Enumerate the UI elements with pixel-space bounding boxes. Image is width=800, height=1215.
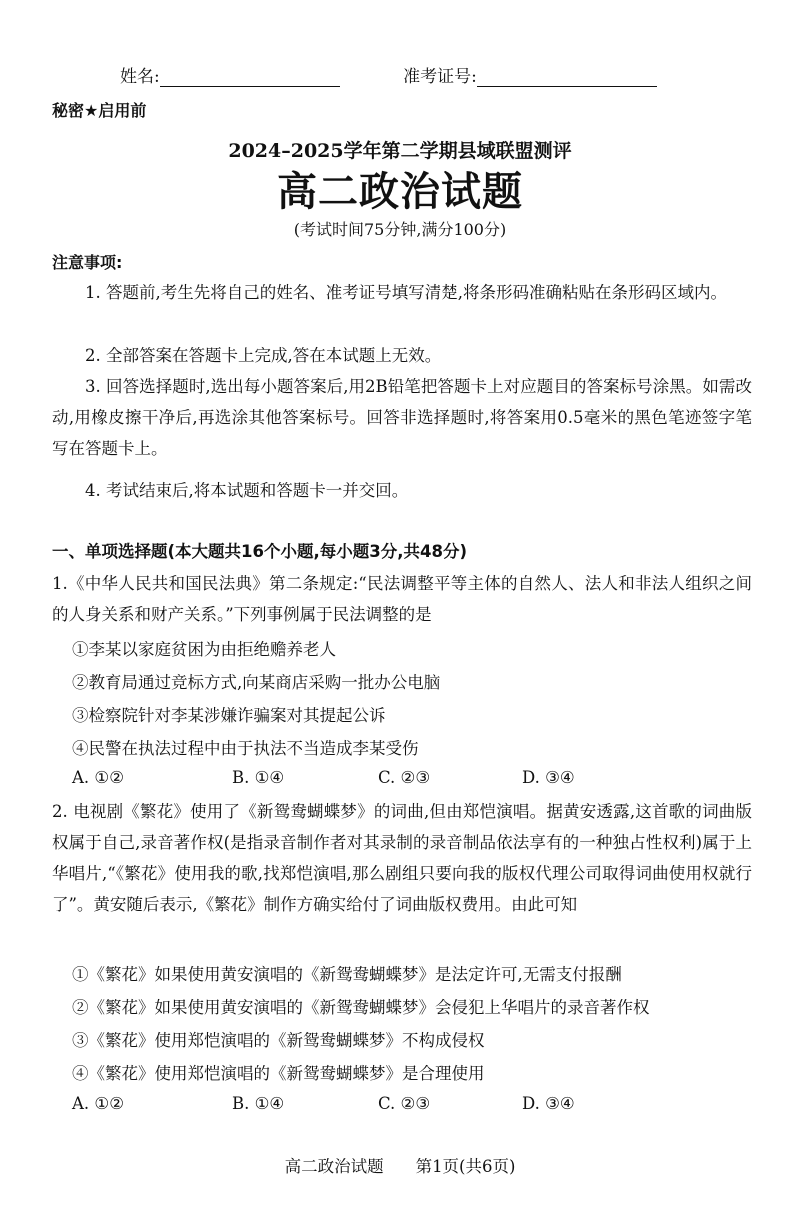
- ticket-label: 准考证号:: [403, 67, 477, 87]
- ticket-blank-line: [477, 70, 657, 87]
- notes-heading: 注意事项:: [52, 253, 123, 272]
- choice-b: B. ①④: [232, 768, 285, 787]
- exam-info: (考试时间75分钟,满分100分): [293, 220, 507, 239]
- note-item: 1. 答题前,考生先将自己的姓名、准考证号填写清楚,将条形码准确粘贴在条形码区域内。: [85, 283, 727, 302]
- choice-d: D. ③④: [522, 768, 575, 787]
- section-heading: 一、单项选择题(本大题共16个小题,每小题3分,共48分): [52, 542, 468, 561]
- question-2-option: ③《繁花》使用郑恺演唱的《新鸳鸯蝴蝶梦》不构成侵权: [72, 1031, 485, 1050]
- name-blank-line: [160, 70, 340, 87]
- note-item: 3. 回答选择题时,选出每小题答案后,用2B铅笔把答题卡上对应题目的答案标号涂黑。如需改动,用橡皮擦干净后,再选涂其他答案标号。回答非选择题时,将答案用0.5毫米的黑色笔迹签字笔写在答题卡上。: [52, 377, 752, 458]
- question-2-option: ②《繁花》如果使用黄安演唱的《新鸳鸯蝴蝶梦》会侵犯上华唱片的录音著作权: [72, 998, 650, 1017]
- question-1-option: ①李某以家庭贫困为由拒绝赡养老人: [72, 640, 336, 659]
- question-2-option: ①《繁花》如果使用黄安演唱的《新鸳鸯蝴蝶梦》是法定许可,无需支付报酬: [72, 965, 622, 984]
- page-title: 高二政治试题: [277, 168, 523, 215]
- question-1-option: ④民警在执法过程中由于执法不当造成李某受伤: [72, 739, 419, 758]
- exam-subtitle: 2024–2025学年第二学期县域联盟测评: [228, 140, 572, 162]
- question-2-option: ④《繁花》使用郑恺演唱的《新鸳鸯蝴蝶梦》是合理使用: [72, 1064, 485, 1083]
- ticket-field: [403, 62, 657, 87]
- candidate-info-row: [120, 62, 715, 87]
- choice-a: A. ①②: [72, 1094, 124, 1113]
- question-1-option: ③检察院针对李某涉嫌诈骗案对其提起公诉: [72, 706, 386, 725]
- note-item: 4. 考试结束后,将本试题和答题卡一并交回。: [85, 481, 409, 500]
- question-1-stem: 1.《中华人民共和国民法典》第二条规定:“民法调整平等主体的自然人、法人和非法人组织之间的人身关系和财产关系。”下列事例属于民法调整的是: [52, 574, 752, 624]
- question-2-stem: 2. 电视剧《繁花》使用了《新鸳鸯蝴蝶梦》的词曲,但由郑恺演唱。据黄安透露,这首歌的词曲版权属于自己,录音著作权(是指录音制作者对其录制的录音制品依法享有的一种独占性权利)属于上华唱片,“《繁花》使用我的歌,找郑恺演唱,那么剧组只要向我的版权代理公司取得词曲使用权就行了”。黄安随后表示,《繁花》制作方确实给付了词曲版权费用。由此可知: [52, 802, 752, 914]
- name-label: 姓名:: [120, 67, 160, 87]
- choice-c: C. ②③: [378, 1094, 431, 1113]
- question-1-option: ②教育局通过竞标方式,向某商店采购一批办公电脑: [72, 673, 441, 692]
- secret-mark: 秘密★启用前: [52, 101, 147, 120]
- footer-subject: 高二政治试题: [284, 1157, 384, 1176]
- page-footer: [0, 1153, 800, 1177]
- choice-c: C. ②③: [378, 768, 431, 787]
- footer-page-number: 第1页(共6页): [415, 1157, 516, 1176]
- name-field: [120, 62, 340, 87]
- note-item: 2. 全部答案在答题卡上完成,答在本试题上无效。: [85, 346, 442, 365]
- choice-b: B. ①④: [232, 1094, 285, 1113]
- choice-a: A. ①②: [72, 768, 124, 787]
- choice-d: D. ③④: [522, 1094, 575, 1113]
